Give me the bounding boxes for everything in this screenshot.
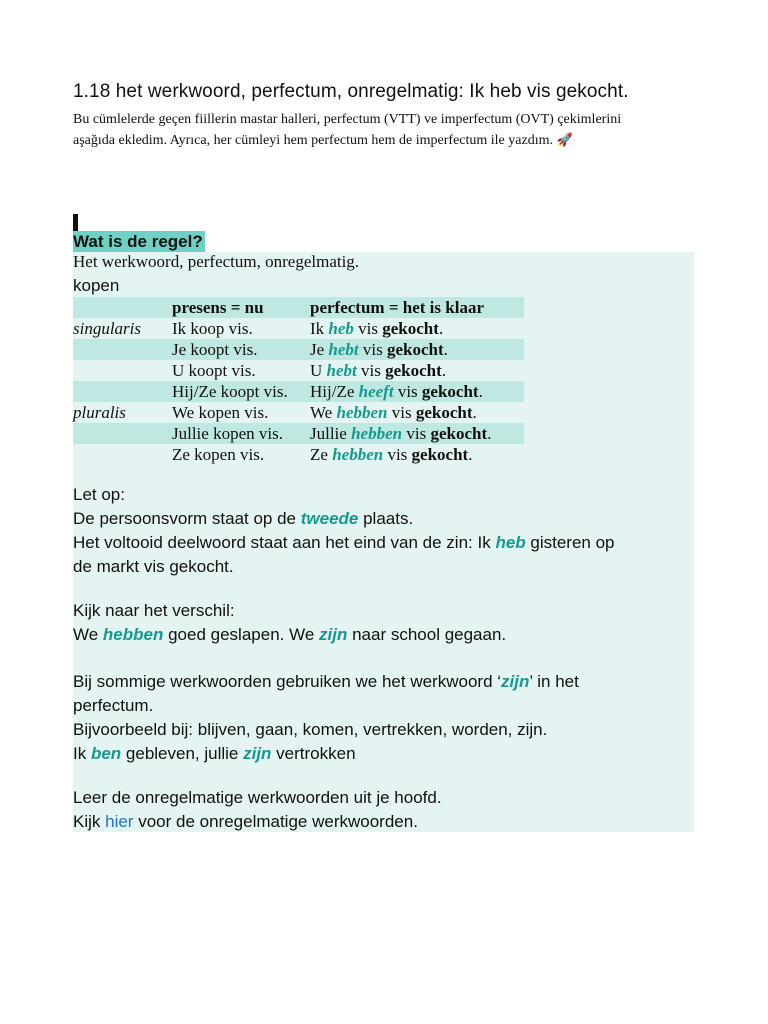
- footer-line-2: [73, 812, 418, 832]
- zijn-line-3: Bijvoorbeeld bij: blijven, gaan, komen, vertrekken, worden, zijn.: [73, 720, 548, 739]
- group-cell: singularis: [73, 319, 142, 338]
- group-cell: [73, 360, 172, 381]
- punct: .: [478, 382, 483, 401]
- table-row: [73, 339, 524, 360]
- auxiliary-verb: hebben: [351, 424, 403, 443]
- perfectum-cell: [310, 423, 524, 444]
- presens-cell: Jullie kopen vis.: [172, 424, 283, 443]
- table-header-cell: [73, 297, 172, 318]
- participle: gekocht: [385, 361, 442, 380]
- object: vis: [387, 403, 416, 422]
- presens-cell: Ze kopen vis.: [172, 445, 265, 464]
- text: naar school gegaan.: [347, 625, 507, 644]
- emphasis: zijn: [319, 625, 348, 644]
- intro-line-1: Bu cümlelerde geçen fiillerin mastar halleri, perfectum (VTT) ve imperfectum (OVT) çekimlerini: [73, 112, 622, 127]
- emphasis: hebben: [102, 625, 164, 644]
- text: goed geslapen. We: [163, 625, 320, 644]
- intro-text: [73, 110, 713, 151]
- punct: .: [443, 340, 448, 359]
- emphasis: heb: [495, 533, 526, 552]
- table-header-row: [73, 297, 524, 318]
- zijn-line-4: [73, 744, 356, 764]
- table-row: [73, 360, 524, 381]
- text: gebleven, jullie: [121, 744, 244, 763]
- rule-subtitle: Het werkwoord, perfectum, onregelmatig.: [73, 252, 360, 271]
- zijn-line-1: [73, 672, 579, 692]
- text: Bij sommige werkwoorden gebruiken we het werkwoord ‘: [73, 672, 502, 691]
- verb-label: kopen: [73, 276, 120, 295]
- perfectum-cell: [310, 402, 524, 423]
- presens-cell: We kopen vis.: [172, 403, 269, 422]
- object: vis: [353, 319, 383, 338]
- auxiliary-verb: hebt: [328, 340, 359, 359]
- perfectum-cell: [310, 360, 524, 381]
- table-header-cell: perfectum = het is klaar: [310, 298, 484, 317]
- text: voor de onregelmatige werkwoorden.: [133, 812, 418, 831]
- text: De persoonsvorm staat op de: [73, 509, 301, 528]
- text: plaats.: [358, 509, 414, 528]
- group-cell: [73, 423, 172, 444]
- participle: gekocht: [382, 319, 439, 338]
- text: vertrokken: [271, 744, 356, 763]
- page-title: 1.18 het werkwoord, perfectum, onregelmatig: Ik heb vis gekocht.: [73, 81, 629, 102]
- text: Het voltooid deelwoord staat aan het eind van de zin: Ik: [73, 533, 496, 552]
- punct: .: [468, 445, 473, 464]
- presens-cell: Hij/Ze koopt vis.: [172, 382, 288, 401]
- text: Ik: [73, 744, 91, 763]
- subject: U: [310, 361, 323, 380]
- auxiliary-verb: heeft: [358, 382, 394, 401]
- object: vis: [356, 361, 386, 380]
- subject: Ik: [310, 319, 325, 338]
- verschil-line: [73, 625, 506, 645]
- table-header-cell: presens = nu: [172, 298, 264, 317]
- table-row: [73, 318, 524, 339]
- footer-line-1: Leer de onregelmatige werkwoorden uit je hoofd.: [73, 788, 442, 807]
- text: We: [73, 625, 103, 644]
- perfectum-cell: [310, 444, 524, 465]
- participle: gekocht: [411, 445, 469, 464]
- punct: .: [472, 403, 477, 422]
- presens-cell: Je koopt vis.: [172, 340, 258, 359]
- text: gisteren op: [525, 533, 615, 552]
- perfectum-cell: [310, 381, 524, 402]
- auxiliary-verb: hebben: [332, 445, 384, 464]
- subject: Hij/Ze: [310, 382, 355, 401]
- punct: .: [487, 424, 492, 443]
- group-cell: pluralis: [73, 403, 126, 422]
- participle: gekocht: [387, 340, 444, 359]
- letop-line-3: de markt vis gekocht.: [73, 557, 234, 576]
- emphasis: tweede: [300, 509, 359, 528]
- text-cursor: [73, 214, 78, 231]
- hier-link[interactable]: hier: [105, 812, 134, 831]
- perfectum-cell: [310, 318, 524, 339]
- table-row: [73, 402, 524, 423]
- object: vis: [358, 340, 387, 359]
- letop-label: Let op:: [73, 485, 125, 504]
- table-row: [73, 381, 524, 402]
- group-cell: [73, 339, 172, 360]
- object: vis: [393, 382, 422, 401]
- object: vis: [383, 445, 412, 464]
- auxiliary-verb: hebt: [326, 361, 357, 380]
- presens-cell: Ik koop vis.: [172, 319, 253, 338]
- perfectum-cell: [310, 339, 524, 360]
- zijn-line-2: perfectum.: [73, 696, 154, 715]
- object: vis: [402, 424, 431, 443]
- participle: gekocht: [430, 424, 488, 443]
- presens-cell: U koopt vis.: [172, 361, 256, 380]
- punct: .: [438, 319, 444, 338]
- emphasis: zijn: [501, 672, 530, 691]
- subject: Jullie: [310, 424, 347, 443]
- group-cell: [73, 444, 172, 465]
- letop-line-1: [73, 509, 413, 529]
- emphasis: ben: [90, 744, 122, 763]
- table-row: [73, 444, 524, 465]
- participle: gekocht: [415, 403, 473, 422]
- rocket-icon: 🚀: [556, 132, 573, 147]
- subject: We: [310, 403, 333, 422]
- subject: Ze: [310, 445, 328, 464]
- participle: gekocht: [421, 382, 479, 401]
- letop-line-2: [73, 533, 615, 553]
- emphasis: zijn: [243, 744, 272, 763]
- auxiliary-verb: heb: [328, 319, 354, 338]
- table-row: [73, 423, 524, 444]
- intro-line-2: aşağıda ekledim. Ayrıca, her cümleyi hem perfectum hem de imperfectum ile yazdım.: [73, 133, 553, 148]
- verschil-label: Kijk naar het verschil:: [73, 601, 235, 620]
- subject: Je: [310, 340, 325, 359]
- punct: .: [441, 361, 447, 380]
- auxiliary-verb: hebben: [336, 403, 388, 422]
- text: ’ in het: [529, 672, 579, 691]
- text: Kijk: [73, 812, 106, 831]
- group-cell: [73, 381, 172, 402]
- conjugation-table: [73, 297, 524, 465]
- rule-heading: Wat is de regel?: [73, 232, 203, 251]
